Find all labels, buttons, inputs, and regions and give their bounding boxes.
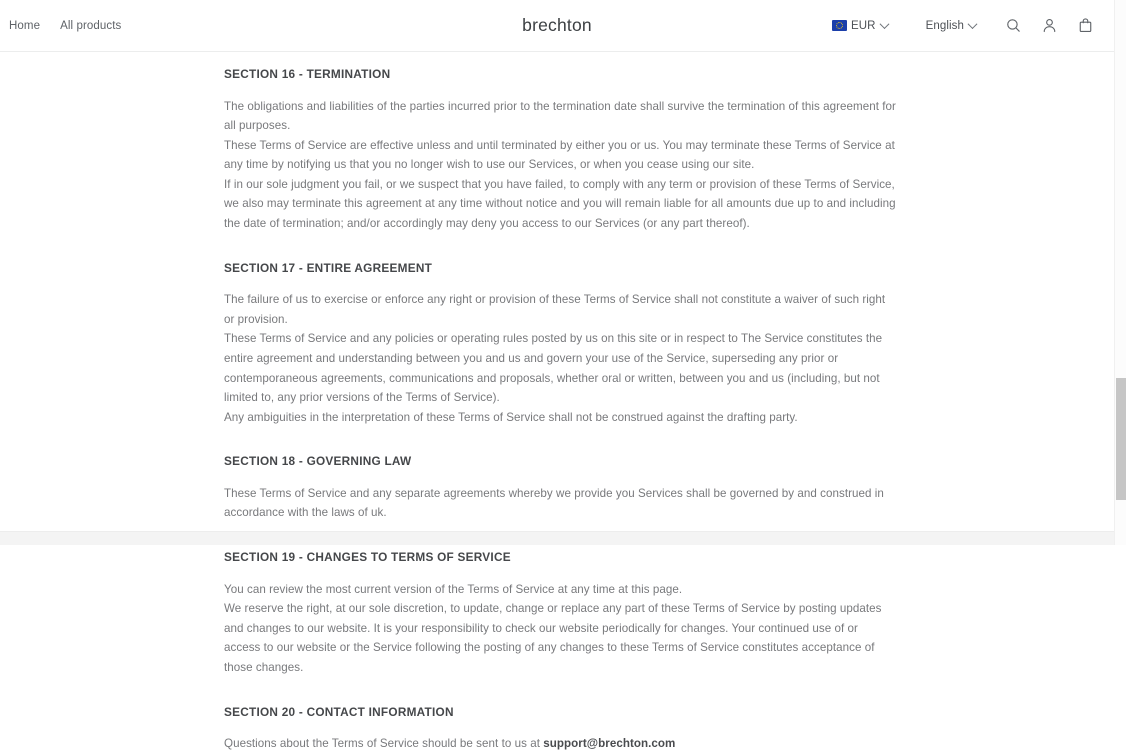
support-email-link[interactable]: support@brechton.com (543, 737, 676, 751)
section-16-paragraph-2: These Terms of Service are effective unless and until terminated by either you or us. You may terminate these Terms of Service at any time by notifying us that you no longer wish to use our Services, or when you cease using our site. (224, 138, 895, 172)
search-button[interactable] (998, 11, 1028, 41)
site-logo[interactable]: brechton (522, 15, 592, 35)
scrollbar-thumb[interactable] (1116, 378, 1126, 500)
content-scroll-area (0, 52, 1114, 751)
chevron-down-icon (879, 19, 889, 29)
section-17-paragraph-3: Any ambiguities in the interpretation of these Terms of Service shall not be construed against the drafting party. (224, 410, 798, 424)
search-icon (1005, 17, 1022, 34)
currency-label: EUR (850, 19, 876, 32)
cart-button[interactable] (1070, 11, 1100, 41)
chevron-down-icon (968, 19, 978, 29)
account-icon (1041, 17, 1058, 34)
language-label: English (925, 19, 964, 32)
section-heading-16: SECTION 16 - TERMINATION (224, 67, 391, 81)
section-20-contact-line (224, 734, 896, 754)
cart-icon (1077, 17, 1094, 34)
section-heading-17: SECTION 17 - ENTIRE AGREEMENT (224, 260, 433, 275)
site-header (0, 0, 1114, 52)
section-heading-18: SECTION 18 - GOVERNING LAW (224, 454, 412, 469)
section-heading-20: SECTION 20 - CONTACT INFORMATION (224, 704, 454, 719)
nav-link-all-products[interactable]: All products (60, 19, 122, 32)
section-heading-19: SECTION 19 - CHANGES TO TERMS OF SERVICE (224, 550, 511, 565)
section-17-paragraph-1: The failure of us to exercise or enforce any right or provision of these Terms of Service shall not constitute a waiver of such right or provision. (224, 293, 886, 326)
section-19-paragraph-1: You can review the most current version of the Terms of Service at any time at this page. (224, 582, 683, 596)
eu-flag-icon (832, 20, 847, 31)
section-16-paragraph-1: The obligations and liabilities of the parties incurred prior to the termination date shall survive the termination of this agreement for all purposes. (224, 99, 896, 133)
terms-of-service-document (224, 52, 896, 754)
section-19-paragraph-2: We reserve the right, at our sole discretion, to update, change or replace any part of these Terms of Service by posting updates and changes to our website. It is your responsibility to check our website periodically for changes. Your continued use of or access to our website or the Service following the posting of any changes to these Terms of Service constitutes acceptance of those changes. (224, 602, 882, 674)
currency-selector[interactable] (824, 16, 896, 36)
nav-link-home[interactable]: Home (9, 19, 41, 32)
section-16-paragraph-3: If in our sole judgment you fail, or we suspect that you have failed, to comply with any term or provision of these Terms of Service, we also may terminate this agreement at any time without notice and you will remain liable for all amounts due up to and including the date of termination; and/or accordingly may deny you access to our Services (or any part thereof). (224, 177, 896, 231)
section-17-paragraph-2: These Terms of Service and any policies or operating rules posted by us on this site or in respect to The Service constitutes the entire agreement and understanding between you and us and govern your use of the Service, superseding any prior or contemporaneous agreements, communications and proposals, whether oral or written, between you and us (including, but not limited to, any prior versions of the Terms of Service). (224, 332, 883, 405)
site-footer (0, 531, 1114, 545)
primary-navigation (0, 20, 300, 32)
section-18-paragraph-1: These Terms of Service and any separate agreements whereby we provide you Services shall be governed by and construed in accordance with the laws of uk. (224, 486, 884, 520)
account-button[interactable] (1034, 11, 1064, 41)
page-scrollbar[interactable] (1114, 0, 1126, 545)
contact-prefix-text: Questions about the Terms of Service should be sent to us at (224, 737, 544, 751)
language-selector[interactable] (918, 16, 984, 36)
header-utilities (824, 11, 1100, 41)
